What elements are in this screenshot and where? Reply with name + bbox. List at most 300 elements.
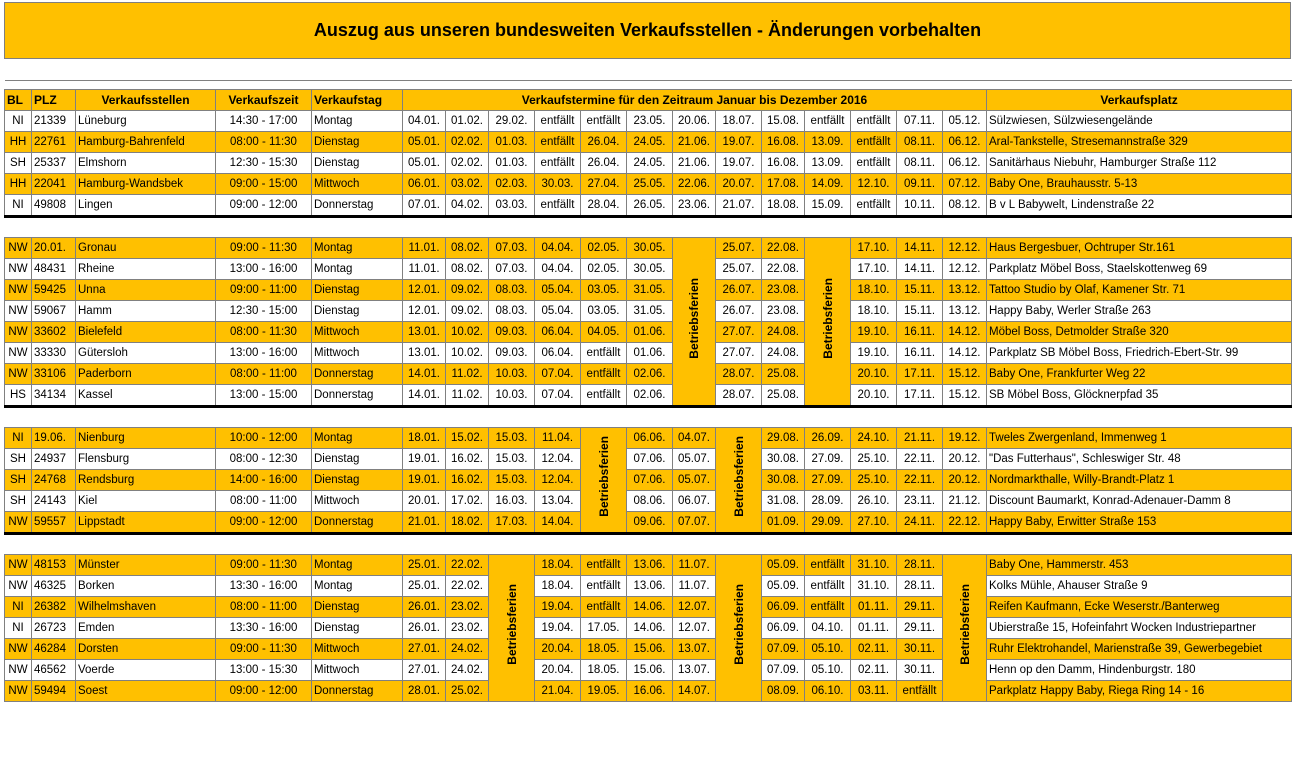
termin-cell: 15.03. <box>489 470 535 491</box>
termin-cell: 20.01. <box>403 491 446 512</box>
termin-cell: 31.05. <box>627 280 673 301</box>
verkaufszeit-cell: 09:00 - 11:00 <box>216 280 312 301</box>
termin-cell: 21.06. <box>673 153 716 174</box>
plz-cell: 24768 <box>32 470 76 491</box>
group-separator <box>5 217 1292 238</box>
verkaufsplatz-cell: Baby One, Brauhausstr. 5-13 <box>987 174 1292 195</box>
spacer-cell <box>5 534 1292 555</box>
termin-cell: 03.02. <box>446 174 489 195</box>
bl-cell: NI <box>5 618 32 639</box>
plz-cell: 59067 <box>32 301 76 322</box>
termin-cell: 08.12. <box>943 195 987 217</box>
termin-cell: 22.06. <box>673 174 716 195</box>
header-verkaufstermine: Verkaufstermine für den Zeitraum Januar bis Dezember 2016 <box>403 90 987 111</box>
termin-cell: 05.10. <box>805 639 851 660</box>
termin-cell: 09.03. <box>489 343 535 364</box>
termin-cell: 02.05. <box>581 238 627 259</box>
verkaufszeit-cell: 08:00 - 11:00 <box>216 364 312 385</box>
termin-cell: 25.01. <box>403 576 446 597</box>
termin-cell: 28.09. <box>805 491 851 512</box>
termin-cell: 11.04. <box>535 428 581 449</box>
termin-cell: entfällt <box>581 111 627 132</box>
termin-cell: 26.07. <box>716 280 762 301</box>
bl-cell: NW <box>5 280 32 301</box>
termin-cell: 18.04. <box>535 576 581 597</box>
termin-cell: 14.07. <box>673 681 716 702</box>
termin-cell: 01.09. <box>762 512 805 534</box>
termin-cell: 17.05. <box>581 618 627 639</box>
termin-cell: 27.09. <box>805 449 851 470</box>
termin-cell: 15.02. <box>446 428 489 449</box>
termin-cell: 19.01. <box>403 470 446 491</box>
verkaufszeit-cell: 09:00 - 12:00 <box>216 512 312 534</box>
termin-cell: 10.11. <box>897 195 943 217</box>
table-row <box>5 238 1292 259</box>
termin-cell: 05.01. <box>403 132 446 153</box>
verkaufstag-cell: Montag <box>312 238 403 259</box>
termin-cell: entfällt <box>581 364 627 385</box>
table-row <box>5 597 1292 618</box>
verkaufszeit-cell: 13:30 - 16:00 <box>216 618 312 639</box>
termin-cell: entfällt <box>535 132 581 153</box>
verkaufstag-cell: Dienstag <box>312 618 403 639</box>
termin-cell: 01.11. <box>851 597 897 618</box>
verkaufsstelle-cell: Paderborn <box>76 364 216 385</box>
termin-cell: 07.09. <box>762 639 805 660</box>
table-row <box>5 195 1292 217</box>
verkaufszeit-cell: 09:00 - 11:30 <box>216 238 312 259</box>
bl-cell: NW <box>5 343 32 364</box>
verkaufszeit-cell: 09:00 - 15:00 <box>216 174 312 195</box>
termin-cell: 07.03. <box>489 259 535 280</box>
table-row <box>5 132 1292 153</box>
verkaufsplatz-cell: Reifen Kaufmann, Ecke Weserstr./Banterweg <box>987 597 1292 618</box>
termin-cell: 15.11. <box>897 301 943 322</box>
termin-cell: 14.01. <box>403 385 446 407</box>
termin-cell: 13.06. <box>627 576 673 597</box>
termin-cell: 26.10. <box>851 491 897 512</box>
termin-cell: 19.07. <box>716 153 762 174</box>
termin-cell: 15.06. <box>627 639 673 660</box>
plz-cell: 20.01. <box>32 238 76 259</box>
plz-cell: 46325 <box>32 576 76 597</box>
termin-cell: 30.08. <box>762 470 805 491</box>
termin-cell: 13.06. <box>627 555 673 576</box>
header-bl: BL <box>5 90 32 111</box>
bl-cell: NW <box>5 681 32 702</box>
termin-cell: 11.01. <box>403 259 446 280</box>
termin-cell: 06.09. <box>762 618 805 639</box>
termin-cell: 19.10. <box>851 322 897 343</box>
termin-cell: 07.04. <box>535 364 581 385</box>
termin-cell: 28.11. <box>897 576 943 597</box>
table-row <box>5 301 1292 322</box>
betriebsferien-cell <box>943 555 987 702</box>
termin-cell: entfällt <box>805 111 851 132</box>
termin-cell: 23.11. <box>897 491 943 512</box>
termin-cell: 25.05. <box>627 174 673 195</box>
termin-cell: 25.01. <box>403 555 446 576</box>
termin-cell: 19.05. <box>581 681 627 702</box>
termin-cell: 11.02. <box>446 364 489 385</box>
termin-cell: 07.04. <box>535 385 581 407</box>
verkaufsplatz-cell: Tattoo Studio by Olaf, Kamener Str. 71 <box>987 280 1292 301</box>
termin-cell: 14.11. <box>897 238 943 259</box>
termin-cell: 17.10. <box>851 238 897 259</box>
termin-cell: 07.06. <box>627 470 673 491</box>
table-row <box>5 364 1292 385</box>
betriebsferien-cell <box>489 555 535 702</box>
termin-cell: 08.03. <box>489 280 535 301</box>
termin-cell: 18.05. <box>581 660 627 681</box>
termin-cell: 15.12. <box>943 364 987 385</box>
termin-cell: 30.08. <box>762 449 805 470</box>
verkaufsstelle-cell: Lippstadt <box>76 512 216 534</box>
verkaufszeit-cell: 08:00 - 11:30 <box>216 132 312 153</box>
termin-cell: 28.07. <box>716 364 762 385</box>
termin-cell: entfällt <box>851 153 897 174</box>
termin-cell: 26.04. <box>581 132 627 153</box>
verkaufsstelle-cell: Emden <box>76 618 216 639</box>
termin-cell: entfällt <box>851 195 897 217</box>
termin-cell: 02.11. <box>851 639 897 660</box>
termin-cell: 13.09. <box>805 153 851 174</box>
termin-cell: 18.08. <box>762 195 805 217</box>
bl-cell: NW <box>5 660 32 681</box>
termin-cell: entfällt <box>581 343 627 364</box>
termin-cell: 24.05. <box>627 153 673 174</box>
verkaufsplatz-cell: Parkplatz Happy Baby, Riega Ring 14 - 16 <box>987 681 1292 702</box>
plz-cell: 22041 <box>32 174 76 195</box>
termin-cell: 21.11. <box>897 428 943 449</box>
plz-cell: 24937 <box>32 449 76 470</box>
plz-cell: 19.06. <box>32 428 76 449</box>
termin-cell: 12.04. <box>535 470 581 491</box>
termin-cell: 23.05. <box>627 111 673 132</box>
verkaufsstelle-cell: Borken <box>76 576 216 597</box>
verkaufsplatz-cell: Baby One, Hammerstr. 453 <box>987 555 1292 576</box>
verkaufsstelle-cell: Elmshorn <box>76 153 216 174</box>
termin-cell: 06.09. <box>762 597 805 618</box>
termin-cell: 26.07. <box>716 301 762 322</box>
termin-cell: 17.03. <box>489 512 535 534</box>
verkaufstag-cell: Montag <box>312 555 403 576</box>
termin-cell: 19.12. <box>943 428 987 449</box>
termin-cell: 12.01. <box>403 280 446 301</box>
termin-cell: 29.11. <box>897 618 943 639</box>
verkaufsplatz-cell: Ruhr Elektrohandel, Marienstraße 39, Gewerbegebiet <box>987 639 1292 660</box>
termin-cell: 19.04. <box>535 618 581 639</box>
termin-cell: 13.09. <box>805 132 851 153</box>
verkaufstag-cell: Dienstag <box>312 153 403 174</box>
verkaufszeit-cell: 09:00 - 12:00 <box>216 681 312 702</box>
verkaufsstelle-cell: Dorsten <box>76 639 216 660</box>
verkaufsplatz-cell: Parkplatz SB Möbel Boss, Friedrich-Ebert-Str. 99 <box>987 343 1292 364</box>
termin-cell: 13.12. <box>943 301 987 322</box>
betriebsferien-cell <box>805 238 851 407</box>
termin-cell: 06.06. <box>627 428 673 449</box>
termin-cell: 23.02. <box>446 597 489 618</box>
termin-cell: 01.06. <box>627 322 673 343</box>
verkaufsplatz-cell: Ubierstraße 15, Hofeinfahrt Wocken Industriepartner <box>987 618 1292 639</box>
termin-cell: 04.10. <box>805 618 851 639</box>
verkaufsplatz-cell: Tweles Zwergenland, Immenweg 1 <box>987 428 1292 449</box>
verkaufszeit-cell: 13:00 - 15:30 <box>216 660 312 681</box>
page-title: Auszug aus unseren bundesweiten Verkaufsstellen - Änderungen vorbehalten <box>4 2 1291 59</box>
termin-cell: 22.11. <box>897 449 943 470</box>
termin-cell: 31.10. <box>851 576 897 597</box>
termin-cell: 01.03. <box>489 132 535 153</box>
table-row <box>5 681 1292 702</box>
verkaufstag-cell: Donnerstag <box>312 195 403 217</box>
termin-cell: 26.01. <box>403 618 446 639</box>
termin-cell: 24.05. <box>627 132 673 153</box>
termin-cell: 15.09. <box>805 195 851 217</box>
verkaufstag-cell: Donnerstag <box>312 512 403 534</box>
termin-cell: 15.03. <box>489 449 535 470</box>
termin-cell: 23.02. <box>446 618 489 639</box>
termin-cell: 18.04. <box>535 555 581 576</box>
verkaufstag-cell: Donnerstag <box>312 681 403 702</box>
verkaufsplatz-cell: Happy Baby, Werler Straße 263 <box>987 301 1292 322</box>
termin-cell: 27.09. <box>805 470 851 491</box>
termin-cell: 25.08. <box>762 385 805 407</box>
termin-cell: 21.12. <box>943 491 987 512</box>
termin-cell: 31.05. <box>627 301 673 322</box>
termin-cell: 23.08. <box>762 301 805 322</box>
termin-cell: 17.11. <box>897 385 943 407</box>
termin-cell: 12.12. <box>943 238 987 259</box>
termin-cell: 27.01. <box>403 639 446 660</box>
bl-cell: NW <box>5 238 32 259</box>
termin-cell: 21.04. <box>535 681 581 702</box>
bl-cell: HH <box>5 174 32 195</box>
termin-cell: 25.07. <box>716 259 762 280</box>
header-row <box>5 90 1292 111</box>
termin-cell: 11.01. <box>403 238 446 259</box>
bl-cell: HH <box>5 132 32 153</box>
bl-cell: SH <box>5 449 32 470</box>
termin-cell: 07.03. <box>489 238 535 259</box>
termin-cell: 08.06. <box>627 491 673 512</box>
termin-cell: 01.06. <box>627 343 673 364</box>
verkaufszeit-cell: 13:00 - 15:00 <box>216 385 312 407</box>
verkaufszeit-cell: 09:00 - 11:30 <box>216 555 312 576</box>
termin-cell: 03.05. <box>581 280 627 301</box>
termin-cell: 04.04. <box>535 238 581 259</box>
termin-cell: 24.02. <box>446 639 489 660</box>
betriebsferien-label: Betriebsferien <box>820 277 835 359</box>
verkaufsplatz-cell: "Das Futterhaus", Schleswiger Str. 48 <box>987 449 1292 470</box>
termin-cell: 01.11. <box>851 618 897 639</box>
plz-cell: 49808 <box>32 195 76 217</box>
termin-cell: 03.05. <box>581 301 627 322</box>
bl-cell: SH <box>5 470 32 491</box>
termin-cell: 21.06. <box>673 132 716 153</box>
termin-cell: 10.03. <box>489 385 535 407</box>
verkaufstag-cell: Mittwoch <box>312 491 403 512</box>
verkaufsplatz-cell: Parkplatz Möbel Boss, Staelskottenweg 69 <box>987 259 1292 280</box>
termin-cell: 06.10. <box>805 681 851 702</box>
verkaufsplatz-cell: Sülzwiesen, Sülzwiesengelände <box>987 111 1292 132</box>
termin-cell: 12.12. <box>943 259 987 280</box>
termin-cell: 02.02. <box>446 132 489 153</box>
verkaufsstelle-cell: Bielefeld <box>76 322 216 343</box>
termin-cell: 04.05. <box>581 322 627 343</box>
termin-cell: 16.11. <box>897 343 943 364</box>
termin-cell: 21.01. <box>403 512 446 534</box>
betriebsferien-cell <box>581 428 627 534</box>
termin-cell: 16.02. <box>446 449 489 470</box>
termin-cell: 08.09. <box>762 681 805 702</box>
verkaufstag-cell: Dienstag <box>312 597 403 618</box>
termin-cell: entfällt <box>805 597 851 618</box>
bl-cell: SH <box>5 153 32 174</box>
verkaufszeit-cell: 10:00 - 12:00 <box>216 428 312 449</box>
plz-cell: 48431 <box>32 259 76 280</box>
termin-cell: 16.08. <box>762 153 805 174</box>
termin-cell: entfällt <box>897 681 943 702</box>
termin-cell: 20.10. <box>851 364 897 385</box>
table-row <box>5 618 1292 639</box>
termin-cell: 05.04. <box>535 301 581 322</box>
termin-cell: 26.01. <box>403 597 446 618</box>
termin-cell: 16.11. <box>897 322 943 343</box>
plz-cell: 26723 <box>32 618 76 639</box>
verkaufszeit-cell: 14:30 - 17:00 <box>216 111 312 132</box>
verkaufstag-cell: Montag <box>312 576 403 597</box>
termin-cell: 21.07. <box>716 195 762 217</box>
termin-cell: 16.02. <box>446 470 489 491</box>
termin-cell: 13.04. <box>535 491 581 512</box>
termin-cell: 14.06. <box>627 618 673 639</box>
termin-cell: 17.08. <box>762 174 805 195</box>
termin-cell: 20.10. <box>851 385 897 407</box>
termin-cell: 27.04. <box>581 174 627 195</box>
termin-cell: 07.12. <box>943 174 987 195</box>
betriebsferien-label: Betriebsferien <box>731 584 746 665</box>
verkaufszeit-cell: 12:30 - 15:30 <box>216 153 312 174</box>
verkaufstag-cell: Montag <box>312 111 403 132</box>
table-row <box>5 385 1292 407</box>
termin-cell: 18.07. <box>716 111 762 132</box>
verkaufsstelle-cell: Kiel <box>76 491 216 512</box>
termin-cell: 27.07. <box>716 322 762 343</box>
termin-cell: 12.07. <box>673 618 716 639</box>
header-verkaufsstellen: Verkaufsstellen <box>76 90 216 111</box>
termin-cell: 01.02. <box>446 111 489 132</box>
bl-cell: NW <box>5 364 32 385</box>
termin-cell: 08.11. <box>897 132 943 153</box>
verkaufstag-cell: Mittwoch <box>312 343 403 364</box>
betriebsferien-label: Betriebsferien <box>687 277 701 359</box>
verkaufsplatz-cell: Möbel Boss, Detmolder Straße 320 <box>987 322 1292 343</box>
termin-cell: 20.06. <box>673 111 716 132</box>
termin-cell: entfällt <box>805 555 851 576</box>
verkaufsplatz-cell: Nordmarkthalle, Willy-Brandt-Platz 1 <box>987 470 1292 491</box>
verkaufstag-cell: Dienstag <box>312 470 403 491</box>
header-plz: PLZ <box>32 90 76 111</box>
termin-cell: 25.08. <box>762 364 805 385</box>
termin-cell: 09.03. <box>489 322 535 343</box>
termin-cell: 17.02. <box>446 491 489 512</box>
termin-cell: 08.11. <box>897 153 943 174</box>
verkaufstag-cell: Montag <box>312 259 403 280</box>
termin-cell: 16.03. <box>489 491 535 512</box>
verkaufstag-cell: Mittwoch <box>312 660 403 681</box>
spacer-cell <box>5 217 1292 238</box>
termin-cell: 19.01. <box>403 449 446 470</box>
termin-cell: 05.01. <box>403 153 446 174</box>
verkaufsstelle-cell: Lüneburg <box>76 111 216 132</box>
termin-cell: 20.04. <box>535 660 581 681</box>
table-row <box>5 280 1292 301</box>
termin-cell: 03.11. <box>851 681 897 702</box>
termin-cell: 19.07. <box>716 132 762 153</box>
termin-cell: 25.10. <box>851 470 897 491</box>
verkaufsstelle-cell: Kassel <box>76 385 216 407</box>
verkaufszeit-cell: 13:30 - 16:00 <box>216 576 312 597</box>
termin-cell: 12.07. <box>673 597 716 618</box>
verkaufsplatz-cell: Henn op den Damm, Hindenburgstr. 180 <box>987 660 1292 681</box>
termin-cell: 06.04. <box>535 322 581 343</box>
termin-cell: 20.12. <box>943 470 987 491</box>
header-verkaufstag: Verkaufstag <box>312 90 403 111</box>
termin-cell: 25.02. <box>446 681 489 702</box>
termin-cell: 22.08. <box>762 259 805 280</box>
verkaufstag-cell: Mittwoch <box>312 174 403 195</box>
termin-cell: 14.01. <box>403 364 446 385</box>
verkaufstag-cell: Mittwoch <box>312 639 403 660</box>
verkaufsstelle-cell: Flensburg <box>76 449 216 470</box>
termin-cell: 23.06. <box>673 195 716 217</box>
verkaufszeit-cell: 08:00 - 11:30 <box>216 322 312 343</box>
table-row <box>5 470 1292 491</box>
termin-cell: 14.04. <box>535 512 581 534</box>
verkaufsplatz-cell: SB Möbel Boss, Glöcknerpfad 35 <box>987 385 1292 407</box>
verkaufstag-cell: Dienstag <box>312 132 403 153</box>
termin-cell: 04.07. <box>673 428 716 449</box>
termin-cell: 15.12. <box>943 385 987 407</box>
termin-cell: 24.10. <box>851 428 897 449</box>
termin-cell: 29.11. <box>897 597 943 618</box>
termin-cell: 22.02. <box>446 576 489 597</box>
termin-cell: 04.01. <box>403 111 446 132</box>
termin-cell: 09.11. <box>897 174 943 195</box>
termin-cell: 07.07. <box>673 512 716 534</box>
verkaufsstelle-cell: Rheine <box>76 259 216 280</box>
termin-cell: entfällt <box>535 111 581 132</box>
verkaufstag-cell: Donnerstag <box>312 364 403 385</box>
blank-row <box>5 81 1292 90</box>
termin-cell: 25.07. <box>716 238 762 259</box>
bl-cell: NI <box>5 195 32 217</box>
bl-cell: NI <box>5 428 32 449</box>
bl-cell: NW <box>5 259 32 280</box>
termin-cell: 22.11. <box>897 470 943 491</box>
termin-cell: 14.12. <box>943 343 987 364</box>
table-row <box>5 322 1292 343</box>
plz-cell: 59557 <box>32 512 76 534</box>
termin-cell: 14.06. <box>627 597 673 618</box>
plz-cell: 33106 <box>32 364 76 385</box>
bl-cell: NW <box>5 639 32 660</box>
termin-cell: 04.04. <box>535 259 581 280</box>
termin-cell: 20.12. <box>943 449 987 470</box>
verkaufszeit-cell: 14:00 - 16:00 <box>216 470 312 491</box>
verkaufsstelle-cell: Hamm <box>76 301 216 322</box>
termin-cell: 10.02. <box>446 322 489 343</box>
